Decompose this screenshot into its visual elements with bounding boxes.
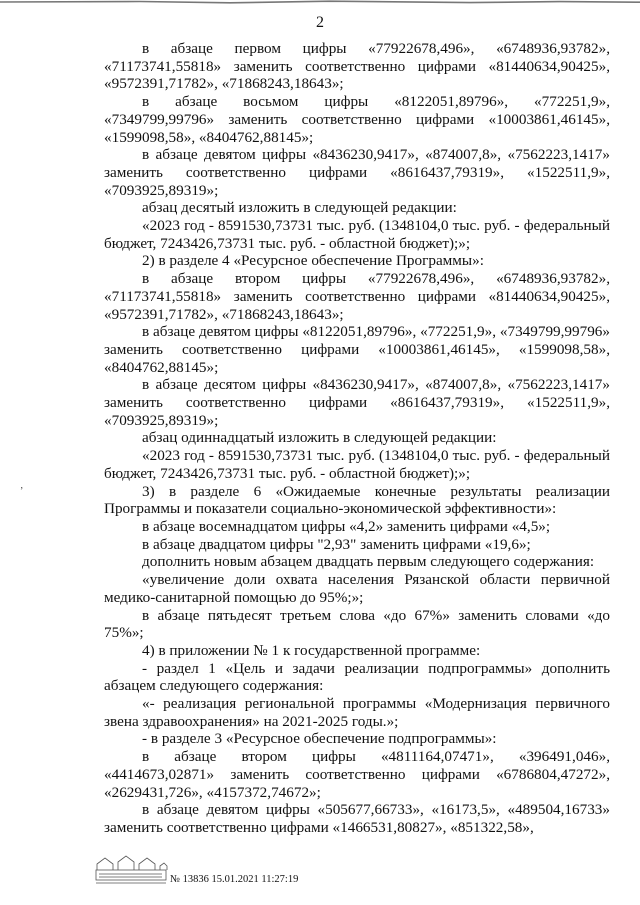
- paragraph: в абзаце первом цифры «77922678,496», «6748936,93782», «71173741,55818» заменить соответственно цифрами «81440634,90425», «9572391,71782», «71868243,18643»;: [104, 40, 610, 93]
- paragraph: «- реализация региональной программы «Модернизация первичного звена здравоохранения» на 2021-2025 годы.»;: [104, 695, 610, 730]
- paragraph: абзац десятый изложить в следующей редакции:: [142, 199, 457, 217]
- paragraph: в абзаце девятом цифры «8436230,9417», «874007,8», «7562223,1417» заменить соответственно цифрами «8616437,79319», «1522511,9», «7093925,89319»;: [104, 146, 610, 199]
- paragraph: в абзаце втором цифры «4811164,07471», «396491,046», «4414673,02871» заменить соответственно цифрами «6786804,47272», «2629431,726», «4157372,74672»;: [104, 748, 610, 801]
- paragraph: 4) в приложении № 1 к государственной программе:: [142, 641, 481, 659]
- paragraph: - в разделе 3 «Ресурсное обеспечение подпрограммы»:: [142, 730, 497, 748]
- paragraph: в абзаце двадцатом цифры "2,93" заменить цифрами «19,6»;: [142, 535, 531, 553]
- paragraph: абзац одиннадцатый изложить в следующей редакции:: [142, 429, 497, 447]
- registration-number: № 13836 15.01.2021 11:27:19: [170, 874, 299, 885]
- paragraph: в абзаце девятом цифры «505677,66733», «16173,5», «489504,16733» заменить соответственно цифрами «1466531,80827», «851322,58»,: [104, 801, 610, 836]
- paragraph: в абзаце пятьдесят третьем слова «до 67%» заменить словами «до 75%»;: [104, 606, 610, 642]
- paragraph: - раздел 1 «Цель и задачи реализации подпрограммы» дополнить абзацем следующего содержания:: [104, 659, 610, 695]
- registration-stamp-icon: [94, 852, 168, 886]
- paragraph: в абзаце восьмом цифры «8122051,89796», «772251,9», «7349799,99796» заменить соответственно цифрами «10003861,46145», «1599098,58», «8404762,88145»;: [104, 93, 610, 146]
- margin-mark: ‚: [20, 480, 24, 491]
- document-body: [104, 40, 610, 837]
- paragraph: в абзаце восемнадцатом цифры «4,2» заменить цифрами «4,5»;: [142, 517, 551, 535]
- scan-top-edge: [0, 0, 640, 6]
- paragraph: в абзаце десятом цифры «8436230,9417», «874007,8», «7562223,1417» заменить соответственно цифрами «8616437,79319», «1522511,9», «7093925,89319»;: [104, 376, 610, 429]
- paragraph: дополнить новым абзацем двадцать первым следующего содержания:: [142, 553, 595, 571]
- paragraph: «2023 год - 8591530,73731 тыс. руб. (1348104,0 тыс. руб. - федеральный бюджет, 7243426,73731 тыс. руб. - областной бюджет);»;: [104, 447, 610, 482]
- registration-footer: [94, 852, 354, 892]
- paragraph: в абзаце втором цифры «77922678,496», «6748936,93782», «71173741,55818» заменить соответственно цифрами «81440634,90425», «9572391,71782», «71868243,18643»;: [104, 270, 610, 323]
- paragraph: 2) в разделе 4 «Ресурсное обеспечение Программы»:: [142, 252, 484, 270]
- page-number: 2: [316, 14, 324, 31]
- paragraph: 3) в разделе 6 «Ожидаемые конечные результаты реализации Программы и показатели социально-экономической эффективности»:: [104, 482, 610, 518]
- paragraph: «2023 год - 8591530,73731 тыс. руб. (1348104,0 тыс. руб. - федеральный бюджет, 7243426,73731 тыс. руб. - областной бюджет);»;: [104, 217, 610, 252]
- paragraph: в абзаце девятом цифры «8122051,89796», «772251,9», «7349799,99796» заменить соответственно цифрами «10003861,46145», «1599098,58», «8404762,88145»;: [104, 323, 610, 376]
- paragraph: «увеличение доли охвата населения Рязанской области первичной медико-санитарной помощью до 95%;»;: [104, 571, 610, 606]
